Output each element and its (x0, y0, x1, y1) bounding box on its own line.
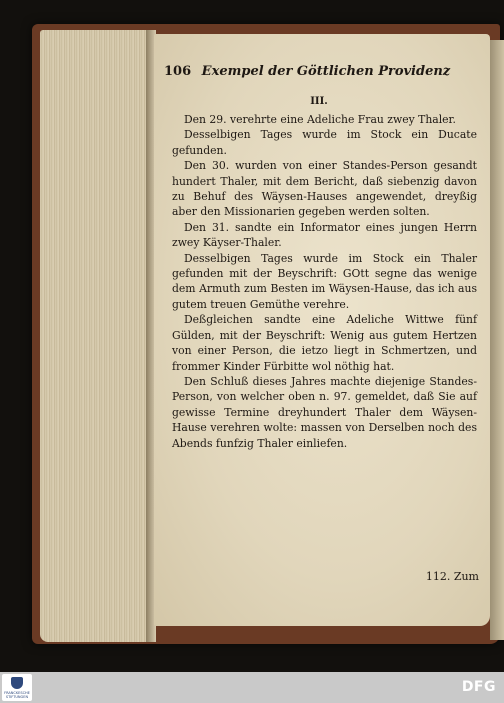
paragraph: Den 30. wurden von einer Standes-Person gesandt hundert Thaler, mit dem Bericht, daß siebenzig davon zu Behuf des Wäysen-Hauses angewendet, dreyßig aber den Missionarien gegeben werden solten. (172, 159, 477, 219)
paragraph: Den 31. sandte ein Informator eines jungen Herrn zwey Käyser-Thaler. (172, 220, 477, 250)
facing-page-edge (490, 40, 504, 640)
paragraph: Den 29. verehrte eine Adeliche Frau zwey Thaler. (184, 113, 456, 126)
paragraph: Desselbigen Tages wurde im Stock ein Thaler gefunden mit der Beyschrift: GOtt segne das wenige dem Armuth zum Besten im Wäysen-Hause, das ich aus gutem treuen Gemüthe verehre. (172, 251, 477, 311)
library-logo[interactable] (2, 674, 32, 701)
paragraph: Den Schluß dieses Jahres machte diejenige Standes-Person, von welcher oben n. 97. gemeldet, daß Sie auf gewisse Termine dreyhundert Thaler dem Wäysen-Hause verehren wolte: massen von Derselben noch des Abends funfzig Thaler einliefen. (172, 374, 477, 450)
running-title: Exempel der Göttlichen Providenz (201, 64, 451, 79)
book-page (154, 34, 490, 626)
page-edges (40, 30, 152, 642)
section-mark: III. (310, 96, 328, 107)
page-header (164, 64, 484, 82)
body-text (172, 112, 477, 451)
catchword: 112. Zum (425, 570, 479, 583)
library-logo-icon (11, 677, 23, 689)
paragraph: Deßgleichen sandte eine Adeliche Wittwe fünf Gülden, mit der Beyschrift: Wenig aus gutem Hertzen von einer Person, die ietzo liegt in Schmertzen, und frommer Kinder Fürbitte wol nöthig hat. (172, 313, 477, 373)
page-number: 106 (164, 64, 192, 79)
library-logo-text: FRANCKESCHE STIFTUNGEN (4, 691, 30, 699)
viewer-footer-bar (0, 672, 504, 703)
dfg-logo[interactable]: DFG (461, 679, 496, 695)
paragraph: Desselbigen Tages wurde im Stock ein Ducate gefunden. (172, 128, 477, 157)
